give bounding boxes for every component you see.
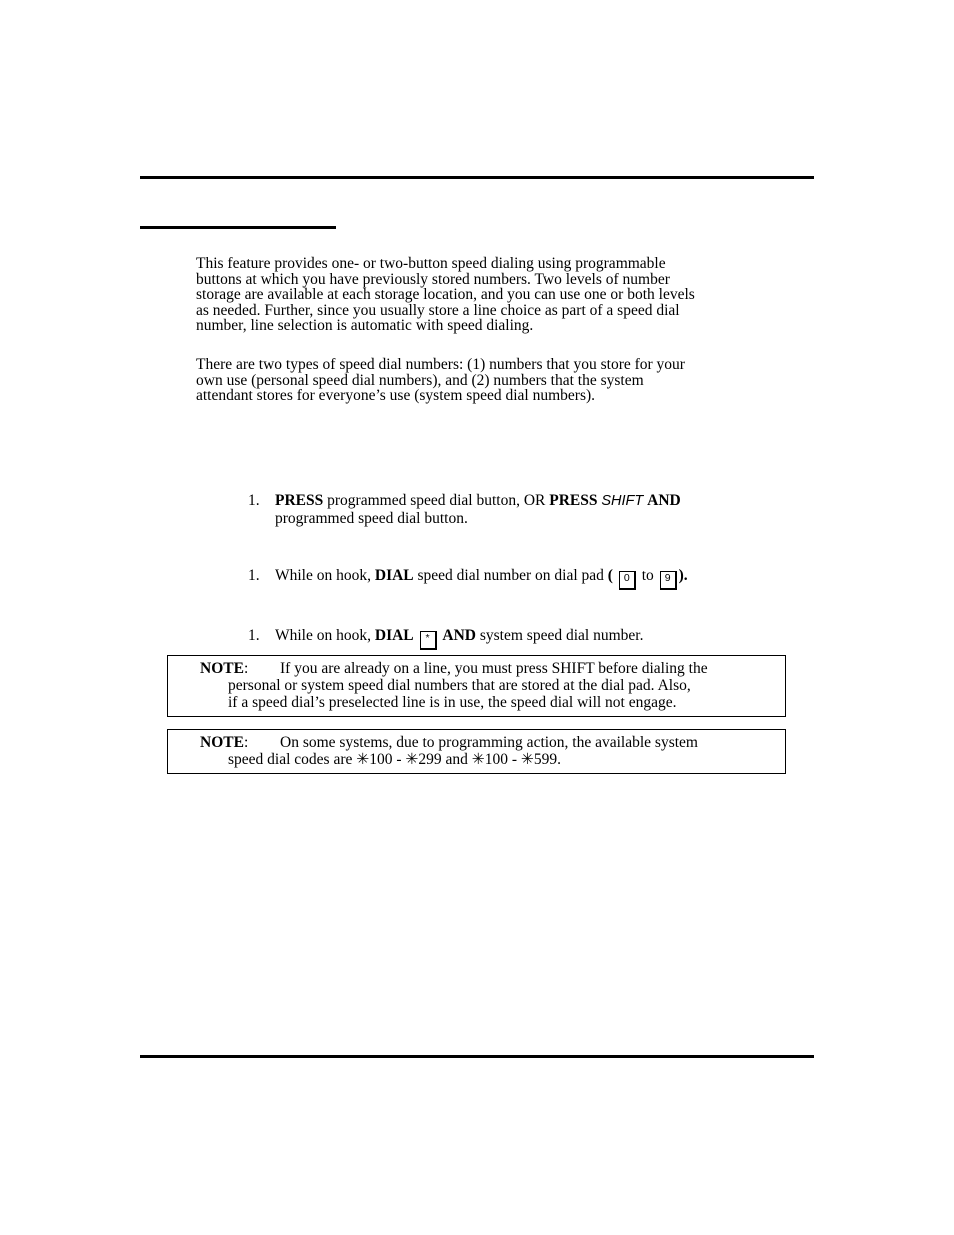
key-0-icon: 0 <box>619 571 636 590</box>
open-paren: ( <box>607 567 613 584</box>
and-keyword: AND <box>647 492 681 509</box>
step-body <box>275 492 681 527</box>
step-text: While on hook, <box>275 567 375 584</box>
step-body <box>275 627 643 650</box>
top-rule <box>140 176 814 179</box>
paragraph-line: attendant stores for everyone’s use (system speed dial numbers). <box>196 387 596 405</box>
key-9-icon: 9 <box>660 571 677 590</box>
note-first-line <box>200 660 708 677</box>
note-text: On some systems, due to programming action, the available system <box>280 734 698 751</box>
step-text: programmed speed dial button, OR <box>323 492 550 509</box>
step-line: programmed speed dial button. <box>275 510 468 527</box>
note-text: If you are already on a line, you must press SHIFT before dialing the <box>280 660 708 677</box>
and-keyword: AND <box>442 627 476 644</box>
step-text: system speed dial number. <box>475 627 644 644</box>
note-label: NOTE: <box>200 660 249 677</box>
shift-key-label: SHIFT <box>601 493 644 509</box>
step-line <box>275 627 643 650</box>
heading-underline-rule <box>140 226 336 229</box>
paragraph-line: buttons at which you have previously stored numbers. Two levels of number <box>196 270 670 288</box>
bottom-rule <box>140 1055 814 1058</box>
paragraph-line: own use (personal speed dial numbers), and (2) numbers that the system <box>196 371 644 389</box>
key-star-icon: * <box>420 631 437 650</box>
paragraph-line: as needed. Further, since you usually store a line choice as part of a speed dial <box>196 301 680 319</box>
note-text: if a speed dial’s preselected line is in use, the speed dial will not engage. <box>228 694 677 711</box>
step-number: 1. <box>248 567 260 584</box>
press-keyword: PRESS <box>549 492 598 509</box>
paragraph-line: This feature provides one- or two-button speed dialing using programmable <box>196 255 666 272</box>
note-text: speed dial codes are ✳100 - ✳299 and ✳100 - ✳599. <box>228 751 562 768</box>
press-keyword: PRESS <box>275 492 324 509</box>
paragraph-line: number, line selection is automatic with speed dialing. <box>196 317 534 335</box>
note-label: NOTE: <box>200 734 249 751</box>
paragraph-line: storage are available at each storage location, and you can use one or both levels <box>196 286 695 304</box>
dial-keyword: DIAL <box>374 627 414 644</box>
step-number: 1. <box>248 492 260 509</box>
step-line <box>275 567 688 590</box>
dial-keyword: DIAL <box>374 567 414 584</box>
note-text: personal or system speed dial numbers that are stored at the dial pad. Also, <box>228 677 691 694</box>
step-body <box>275 567 688 590</box>
note-box-shift <box>167 655 786 717</box>
note-box-system-codes <box>167 729 786 774</box>
note-first-line <box>200 734 698 751</box>
close-paren: ). <box>678 567 688 584</box>
step-text: to <box>637 567 658 584</box>
step-text: speed dial number on dial pad <box>413 567 608 584</box>
step-text: While on hook, <box>275 627 375 644</box>
paragraph-line: There are two types of speed dial numbers: (1) numbers that you store for your <box>196 356 685 373</box>
intro-paragraph <box>196 256 756 334</box>
step-line <box>275 492 681 510</box>
types-paragraph <box>196 357 756 404</box>
step-number: 1. <box>248 627 260 644</box>
